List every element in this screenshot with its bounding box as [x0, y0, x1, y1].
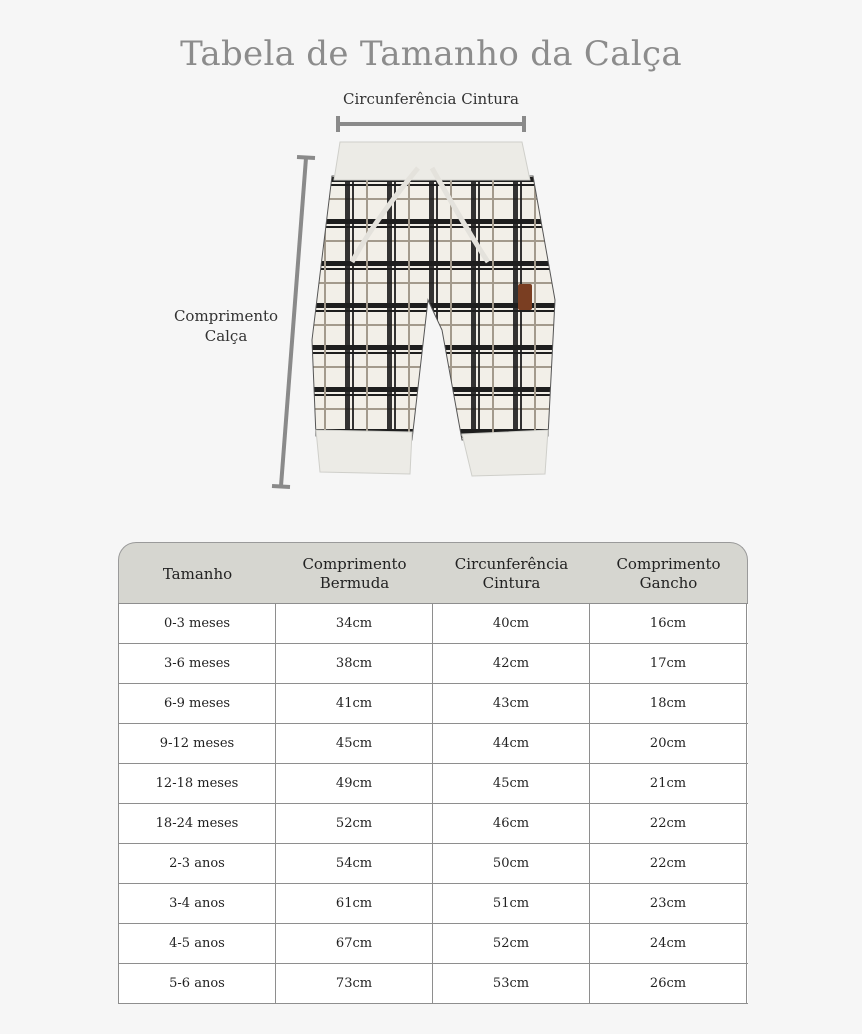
table-row	[119, 603, 748, 643]
cell-waist: 46cm	[433, 804, 590, 843]
table-header	[118, 542, 748, 603]
cell-rise: 18cm	[590, 684, 747, 723]
cell-rise: 17cm	[590, 644, 747, 683]
cell-length: 38cm	[276, 644, 433, 683]
cell-size: 3-4 anos	[119, 884, 276, 923]
cell-size: 9-12 meses	[119, 724, 276, 763]
cell-waist: 44cm	[433, 724, 590, 763]
cell-length: 73cm	[276, 964, 433, 1003]
waist-label: Circunferência Cintura	[343, 90, 519, 108]
cell-waist: 42cm	[433, 644, 590, 683]
cell-waist: 50cm	[433, 844, 590, 883]
size-table	[118, 542, 748, 1004]
cell-size: 4-5 anos	[119, 924, 276, 963]
header-length: Comprimento Bermuda	[302, 555, 407, 592]
cell-size: 12-18 meses	[119, 764, 276, 803]
cell-waist: 45cm	[433, 764, 590, 803]
cell-waist: 43cm	[433, 684, 590, 723]
cell-waist: 51cm	[433, 884, 590, 923]
cell-waist: 52cm	[433, 924, 590, 963]
table-row	[119, 683, 748, 723]
cell-length: 34cm	[276, 604, 433, 643]
table-row	[119, 763, 748, 803]
page-title: Tabela de Tamanho da Calça	[180, 34, 682, 74]
cell-rise: 24cm	[590, 924, 747, 963]
cell-size: 6-9 meses	[119, 684, 276, 723]
cell-waist: 53cm	[433, 964, 590, 1003]
pants-illustration	[312, 142, 555, 476]
cell-length: 61cm	[276, 884, 433, 923]
cell-rise: 23cm	[590, 884, 747, 923]
table-row	[119, 643, 748, 683]
cell-length: 49cm	[276, 764, 433, 803]
header-size: Tamanho	[162, 564, 233, 583]
table-row	[119, 843, 748, 883]
cell-size: 5-6 anos	[119, 964, 276, 1003]
cell-size: 2-3 anos	[119, 844, 276, 883]
table-row	[119, 883, 748, 923]
cell-size: 0-3 meses	[119, 604, 276, 643]
waist-measure-line	[338, 116, 524, 132]
table-row	[119, 923, 748, 963]
table-row	[119, 963, 748, 1004]
table-body	[118, 603, 748, 1004]
cell-length: 54cm	[276, 844, 433, 883]
header-rise: Comprimento Gancho	[616, 555, 721, 592]
cell-size: 18-24 meses	[119, 804, 276, 843]
table-row	[119, 723, 748, 763]
cell-waist: 40cm	[433, 604, 590, 643]
table-row	[119, 803, 748, 843]
cell-length: 45cm	[276, 724, 433, 763]
cell-rise: 20cm	[590, 724, 747, 763]
cell-length: 41cm	[276, 684, 433, 723]
cell-rise: 26cm	[590, 964, 747, 1003]
cell-size: 3-6 meses	[119, 644, 276, 683]
header-waist: Circunferência Cintura	[454, 555, 569, 592]
length-label: Comprimento Calça	[173, 307, 279, 345]
cell-rise: 22cm	[590, 804, 747, 843]
cell-rise: 16cm	[590, 604, 747, 643]
cell-length: 52cm	[276, 804, 433, 843]
cell-rise: 21cm	[590, 764, 747, 803]
cell-rise: 22cm	[590, 844, 747, 883]
cell-length: 67cm	[276, 924, 433, 963]
